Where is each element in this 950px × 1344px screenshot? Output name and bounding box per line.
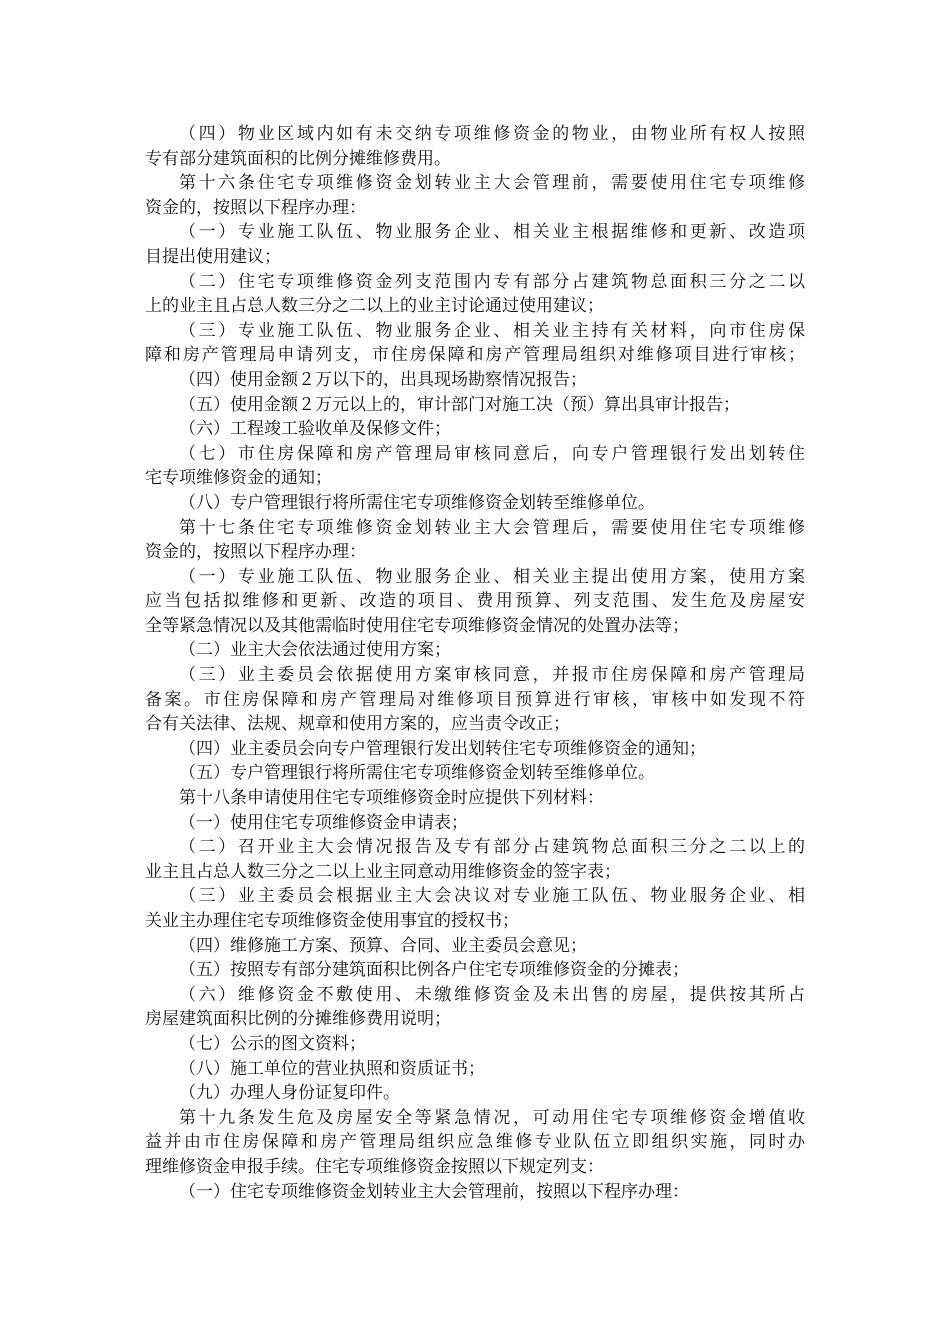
text-line: （一）使用住宅专项维修资金申请表；	[179, 812, 468, 833]
text-line: （五）使用金额２万元以上的，审计部门对施工决（预）算出具审计报告；	[179, 394, 740, 415]
text-line: （一）专业施工队伍、物业服务企业、相关业主提出使用方案，使用方案	[179, 566, 805, 587]
document-body	[145, 122, 805, 1204]
text-line: （六）维修资金不敷使用、未缴维修资金及未出售的房屋，提供按其所占	[179, 984, 805, 1005]
text-line: 合有关法律、法规、规章和使用方案的，应当责令改正；	[145, 714, 570, 735]
text-line: （一）住宅专项维修资金划转业主大会管理前，按照以下程序办理：	[179, 1181, 689, 1202]
text-line: （六）工程竣工验收单及保修文件；	[179, 419, 451, 440]
text-line: 备案。市住房保障和房产管理局对维修项目预算进行审核，审核中如发现不符	[145, 689, 805, 710]
text-line: （一）专业施工队伍、物业服务企业、相关业主根据维修和更新、改造项	[179, 222, 805, 243]
text-line: 第十八条申请使用住宅专项维修资金时应提供下列材料：	[179, 788, 604, 809]
text-line: 专有部分建筑面积的比例分摊维修费用。	[145, 148, 451, 169]
text-line: （四）使用金额２万以下的，出具现场勘察情况报告；	[179, 369, 587, 390]
text-line: 第十六条住宅专项维修资金划转业主大会管理前，需要使用住宅专项维修	[179, 173, 805, 194]
text-line: （四）物业区域内如有未交纳专项维修资金的物业，由物业所有权人按照	[179, 124, 805, 144]
text-line: 理维修资金申报手续。住宅专项维修资金按照以下规定列支：	[145, 1156, 604, 1177]
text-line: 宅专项维修资金的通知；	[145, 468, 332, 489]
text-line: （七）公示的图文资料；	[179, 1033, 366, 1054]
text-line: 资金的，按照以下程序办理：	[145, 197, 366, 218]
text-line: （三）专业施工队伍、物业服务企业、相关业主持有关材料，向市住房保	[179, 320, 805, 341]
text-line: 房屋建筑面积比例的分摊维修费用说明；	[145, 1009, 451, 1030]
text-line: （五）专户管理银行将所需住宅专项维修资金划转至维修单位。	[179, 763, 655, 784]
text-line: 第十九条发生危及房屋安全等紧急情况，可动用住宅专项维修资金增值收	[179, 1107, 805, 1128]
text-line: （八）施工单位的营业执照和资质证书；	[179, 1058, 485, 1079]
text-line: （二）业主大会依法通过使用方案；	[179, 640, 451, 661]
text-line: 关业主办理住宅专项维修资金使用事宜的授权书；	[145, 911, 519, 931]
text-line: （四）维修施工方案、预算、合同、业主委员会意见；	[179, 935, 587, 956]
text-line: 资金的，按照以下程序办理：	[145, 542, 366, 563]
text-line: （七）市住房保障和房产管理局审核同意后，向专户管理银行发出划转住	[179, 443, 805, 464]
text-line: （四）业主委员会向专户管理银行发出划转住宅专项维修资金的通知；	[179, 738, 706, 759]
text-line: 业主且占总人数三分之二以上业主同意动用维修资金的签字表；	[145, 861, 621, 882]
text-line: 益并由市住房保障和房产管理局组织应急维修专业队伍立即组织实施，同时办	[145, 1132, 805, 1153]
text-line: 上的业主且占总人数三分之二以上的业主讨论通过使用建议；	[145, 296, 604, 317]
text-line: （五）按照专有部分建筑面积比例各户住宅专项维修资金的分摊表；	[179, 960, 689, 981]
text-line: （三）业主委员会依据使用方案审核同意，并报市住房保障和房产管理局	[179, 665, 805, 686]
text-line: （三）业主委员会根据业主大会决议对专业施工队伍、物业服务企业、相	[179, 886, 805, 907]
text-line: 第十七条住宅专项维修资金划转业主大会管理后，需要使用住宅专项维修	[179, 517, 805, 538]
text-line: 目提出使用建议；	[145, 246, 281, 267]
text-line: 应当包括拟维修和更新、改造的项目、费用预算、列支范围、发生危及房屋安	[145, 591, 805, 612]
text-line: 障和房产管理局申请列支，市住房保障和房产管理局组织对维修项目进行审核；	[145, 345, 805, 366]
text-line: （二）住宅专项维修资金列支范围内专有部分占建筑物总面积三分之二以	[179, 271, 805, 292]
text-line: （二）召开业主大会情况报告及专有部分占建筑物总面积三分之二以上的	[179, 837, 805, 858]
text-line: （九）办理人身份证复印件。	[179, 1083, 400, 1104]
text-line: 全等紧急情况以及其他需临时使用住宅专项维修资金情况的处置办法等；	[145, 615, 689, 636]
text-line: （八）专户管理银行将所需住宅专项维修资金划转至维修单位。	[179, 492, 655, 513]
